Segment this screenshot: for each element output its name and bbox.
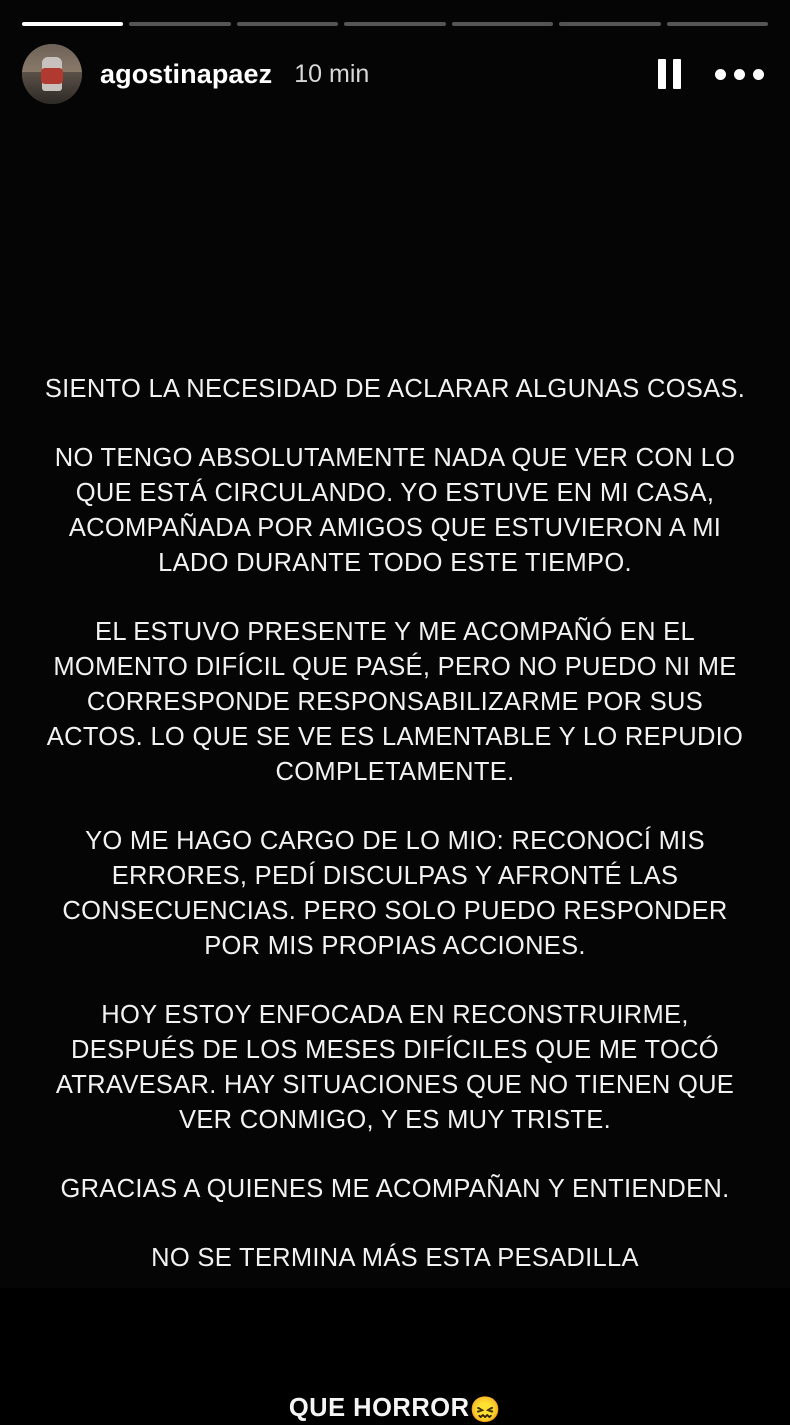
story-paragraph: SIENTO LA NECESIDAD DE ACLARAR ALGUNAS COSAS. bbox=[44, 375, 746, 403]
story-content bbox=[0, 104, 790, 1425]
story-paragraph: NO SE TERMINA MÁS ESTA PESADILLA bbox=[151, 1244, 639, 1272]
story-closing-text: QUE HORROR bbox=[288, 1394, 470, 1422]
pause-bar-left bbox=[658, 59, 666, 89]
story-progress-bar bbox=[0, 0, 790, 26]
timestamp: 10 min bbox=[294, 59, 370, 88]
username[interactable]: agostinapaez bbox=[100, 58, 273, 89]
avatar-figure-shirt bbox=[41, 68, 63, 84]
story-paragraph: HOY ESTOY ENFOCADA EN RECONSTRUIRME, DESPUÉS DE LOS MESES DIFÍCILES QUE ME TOCÓ ATRAVESAR. HAY SITUACIONES QUE NO TIENEN QUE VER CONMIGO, Y ES MUY TRISTE. bbox=[55, 1001, 735, 1134]
story-closing-line bbox=[44, 1394, 746, 1425]
story-paragraph: EL ESTUVO PRESENTE Y ME ACOMPAÑÓ EN EL MOMENTO DIFÍCIL QUE PASÉ, PERO NO PUEDO NI ME CORRESPONDE RESPONSABILIZARME POR SUS ACTOS. LO QUE SE VE ES LAMENTABLE Y LO REPUDIO COMPLETAMENTE. bbox=[46, 618, 744, 786]
pause-icon[interactable] bbox=[658, 59, 681, 89]
more-dot bbox=[753, 69, 764, 80]
more-dot bbox=[715, 69, 726, 80]
story-paragraph: GRACIAS A QUIENES ME ACOMPAÑAN Y ENTIENDEN. bbox=[60, 1175, 730, 1203]
pause-bar-right bbox=[673, 59, 681, 89]
confounded-face-emoji: 😖 bbox=[469, 1396, 502, 1424]
story-paragraph: YO ME HAGO CARGO DE LO MIO: RECONOCÍ MIS ERRORES, PEDÍ DISCULPAS Y AFRONTÉ LAS CONSECUENCIAS. PERO SOLO PUEDO RESPONDER POR MIS PROPIAS ACCIONES. bbox=[62, 827, 728, 960]
avatar[interactable] bbox=[22, 44, 82, 104]
story-paragraph: NO TENGO ABSOLUTAMENTE NADA QUE VER CON LO QUE ESTÁ CIRCULANDO. YO ESTUVE EN MI CASA, ACOMPAÑADA POR AMIGOS QUE ESTUVIERON A MI LADO DURANTE TODO ESTE TIEMPO. bbox=[54, 444, 736, 577]
more-options-icon[interactable] bbox=[715, 69, 764, 80]
story-text-block bbox=[44, 372, 746, 1276]
story-header bbox=[0, 26, 790, 104]
more-dot bbox=[734, 69, 745, 80]
